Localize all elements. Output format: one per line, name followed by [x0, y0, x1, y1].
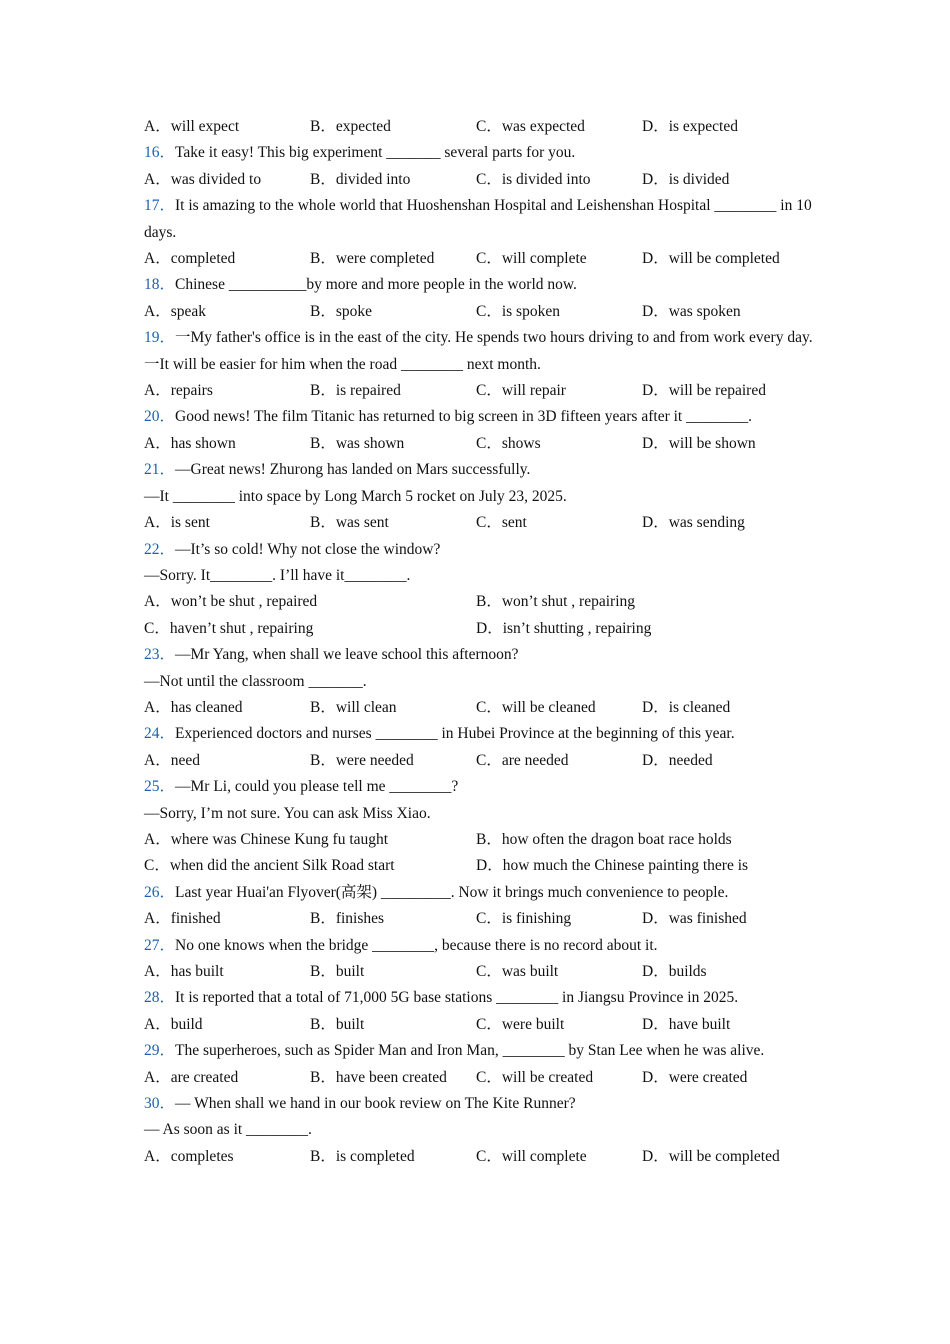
question-number: 29．: [144, 1042, 176, 1060]
question-text: No one knows when the bridge ________, because there is no record about it.: [175, 936, 658, 954]
answer-option: C．is divided into: [476, 170, 591, 188]
dialogue-line: —Sorry. It________. I’ll have it________.: [144, 566, 411, 584]
answer-option: D．was spoken: [642, 302, 741, 320]
answer-option: A．where was Chinese Kung fu taught: [144, 830, 389, 848]
answer-option: D．needed: [642, 751, 713, 769]
question-number: 19．: [144, 329, 176, 347]
answer-option: A．need: [144, 751, 200, 769]
question-text: Last year Huai'an Flyover(高架) _________. Now it brings much convenience to people.: [175, 883, 729, 901]
question-text: The superheroes, such as Spider Man and Iron Man, ________ by Stan Lee when he was alive.: [175, 1042, 765, 1060]
question-number: 22．: [144, 540, 176, 558]
question-number: 30．: [144, 1095, 176, 1113]
answer-option: C．will complete: [476, 1147, 587, 1165]
answer-option: D．is divided: [642, 170, 730, 188]
answer-option: D．is cleaned: [642, 698, 731, 716]
question-number: 16．: [144, 144, 176, 162]
question: [144, 880, 814, 906]
question: [144, 933, 814, 959]
answer-option: A．will expect: [144, 118, 240, 135]
question: [144, 985, 814, 1011]
answer-option: A．has shown: [144, 434, 236, 452]
question: [144, 1091, 814, 1117]
question-text: Good news! The film Titanic has returned to big screen in 3D fifteen years after it ________.: [175, 408, 752, 426]
answer-option: D．will be repaired: [642, 382, 766, 400]
answer-option: D．will be shown: [642, 434, 756, 452]
answer-option: C．was built: [476, 963, 559, 980]
question: [144, 193, 814, 246]
answer-option: A．is sent: [144, 514, 210, 532]
options-row: [144, 167, 814, 193]
answer-option: D．how much the Chinese painting there is: [476, 857, 749, 875]
question-text: 一My father's office is in the east of the city. He spends two hours driving to and from work every day.: [175, 329, 813, 347]
answer-option: B．is repaired: [310, 382, 401, 400]
question: [144, 140, 814, 166]
answer-option: D．builds: [642, 963, 707, 980]
answer-option: D．was finished: [642, 910, 747, 928]
answer-option: A．are created: [144, 1068, 239, 1086]
answer-option: C．sent: [476, 514, 527, 532]
answer-option: B．expected: [310, 118, 391, 135]
answer-option: B．was sent: [310, 514, 389, 532]
question-number: 18．: [144, 276, 176, 294]
options-row: [144, 959, 814, 985]
question-number: 21．: [144, 461, 176, 479]
options-row: [144, 1012, 814, 1038]
options-row: [144, 114, 814, 140]
answer-option: B．were completed: [310, 250, 435, 268]
answer-option: A．build: [144, 1015, 203, 1033]
answer-option: A．completed: [144, 250, 236, 268]
answer-option: D．will be completed: [642, 1147, 780, 1165]
answer-option: B．were needed: [310, 751, 414, 769]
question-text: —It’s so cold! Why not close the window?: [175, 540, 441, 558]
question-number: 26．: [144, 883, 176, 901]
answer-option: D．have built: [642, 1015, 731, 1033]
question: [144, 404, 814, 430]
answer-option: C．was expected: [476, 118, 585, 135]
question-text: Experienced doctors and nurses ________ in Hubei Province at the beginning of this year.: [175, 725, 735, 743]
question: [144, 721, 814, 747]
options-row: [144, 378, 814, 404]
answer-option: B．spoke: [310, 302, 373, 320]
answer-option: A．won’t be shut , repaired: [144, 593, 318, 611]
answer-option: A．has built: [144, 963, 224, 980]
answer-option: C．were built: [476, 1015, 565, 1033]
question-number: 25．: [144, 778, 176, 796]
question: [144, 642, 814, 668]
options-row: [144, 431, 814, 457]
options-row: [144, 1065, 814, 1091]
answer-option: C．will be created: [476, 1068, 594, 1086]
options-row: [144, 510, 814, 536]
question-text: — When shall we hand in our book review on The Kite Runner?: [175, 1095, 576, 1113]
answer-option: B．built: [310, 963, 365, 980]
question-text: It is reported that a total of 71,000 5G base stations ________ in Jiangsu Province in 2025.: [175, 989, 739, 1007]
answer-option: A．finished: [144, 910, 221, 928]
answer-option: B．divided into: [310, 170, 411, 188]
question: [144, 272, 814, 298]
question-text: —Mr Li, could you please tell me ________?: [175, 778, 459, 796]
exam-page: [144, 114, 814, 1170]
answer-option: C．are needed: [476, 751, 569, 769]
options-row: [144, 748, 814, 774]
options-row: [144, 853, 814, 879]
answer-option: A．speak: [144, 302, 206, 320]
answer-option: B．is completed: [310, 1147, 415, 1165]
options-row: [144, 827, 814, 853]
answer-option: B．finishes: [310, 910, 385, 928]
answer-option: C．shows: [476, 434, 541, 452]
options-row: [144, 299, 814, 325]
answer-option: D．is expected: [642, 118, 738, 135]
question: [144, 537, 814, 563]
answer-option: D．isn’t shutting , repairing: [476, 619, 652, 637]
question: [144, 774, 814, 800]
question-text: It is amazing to the whole world that Huoshenshan Hospital and Leishenshan Hospital ________ in 10 days.: [144, 197, 812, 241]
question: [144, 1038, 814, 1064]
dialogue-line: —Not until the classroom _______.: [144, 672, 367, 690]
answer-option: C．is spoken: [476, 302, 560, 320]
options-row: [144, 1144, 814, 1170]
answer-option: C．will be cleaned: [476, 698, 596, 716]
options-row: [144, 589, 814, 615]
dialogue-line: —Sorry, I’m not sure. You can ask Miss Xiao.: [144, 804, 431, 822]
question-text: Take it easy! This big experiment _______ several parts for you.: [175, 144, 576, 162]
question-number: 23．: [144, 646, 176, 664]
answer-option: B．how often the dragon boat race holds: [476, 830, 732, 848]
options-row: [144, 616, 814, 642]
answer-option: A．completes: [144, 1147, 234, 1165]
question-text: —Mr Yang, when shall we leave school this afternoon?: [175, 646, 519, 664]
question: [144, 457, 814, 483]
options-row: [144, 695, 814, 721]
answer-option: B．was shown: [310, 434, 405, 452]
question-text: Chinese __________by more and more people in the world now.: [175, 276, 577, 294]
dialogue-line: 一It will be easier for him when the road ________ next month.: [144, 355, 541, 373]
answer-option: A．repairs: [144, 382, 213, 400]
answer-option: D．were created: [642, 1068, 748, 1086]
answer-option: C．when did the ancient Silk Road start: [144, 857, 395, 875]
question-number: 28．: [144, 989, 176, 1007]
answer-option: C．will repair: [476, 382, 566, 400]
question: [144, 325, 814, 351]
answer-option: B．built: [310, 1015, 365, 1033]
answer-option: B．won’t shut , repairing: [476, 593, 636, 611]
answer-option: C．is finishing: [476, 910, 572, 928]
options-row: [144, 246, 814, 272]
question-text: —Great news! Zhurong has landed on Mars successfully.: [175, 461, 531, 479]
question-number: 17．: [144, 197, 176, 215]
answer-option: D．will be completed: [642, 250, 780, 268]
question-number: 27．: [144, 936, 176, 954]
options-row: [144, 906, 814, 932]
answer-option: B．have been created: [310, 1068, 447, 1086]
question-number: 20．: [144, 408, 176, 426]
question-number: 24．: [144, 725, 176, 743]
dialogue-line: —It ________ into space by Long March 5 rocket on July 23, 2025.: [144, 487, 567, 505]
dialogue-line: — As soon as it ________.: [144, 1121, 312, 1139]
answer-option: B．will clean: [310, 698, 397, 716]
answer-option: C．haven’t shut , repairing: [144, 619, 314, 637]
answer-option: C．will complete: [476, 250, 587, 268]
answer-option: A．was divided to: [144, 170, 262, 188]
answer-option: A．has cleaned: [144, 698, 243, 716]
answer-option: D．was sending: [642, 514, 745, 532]
